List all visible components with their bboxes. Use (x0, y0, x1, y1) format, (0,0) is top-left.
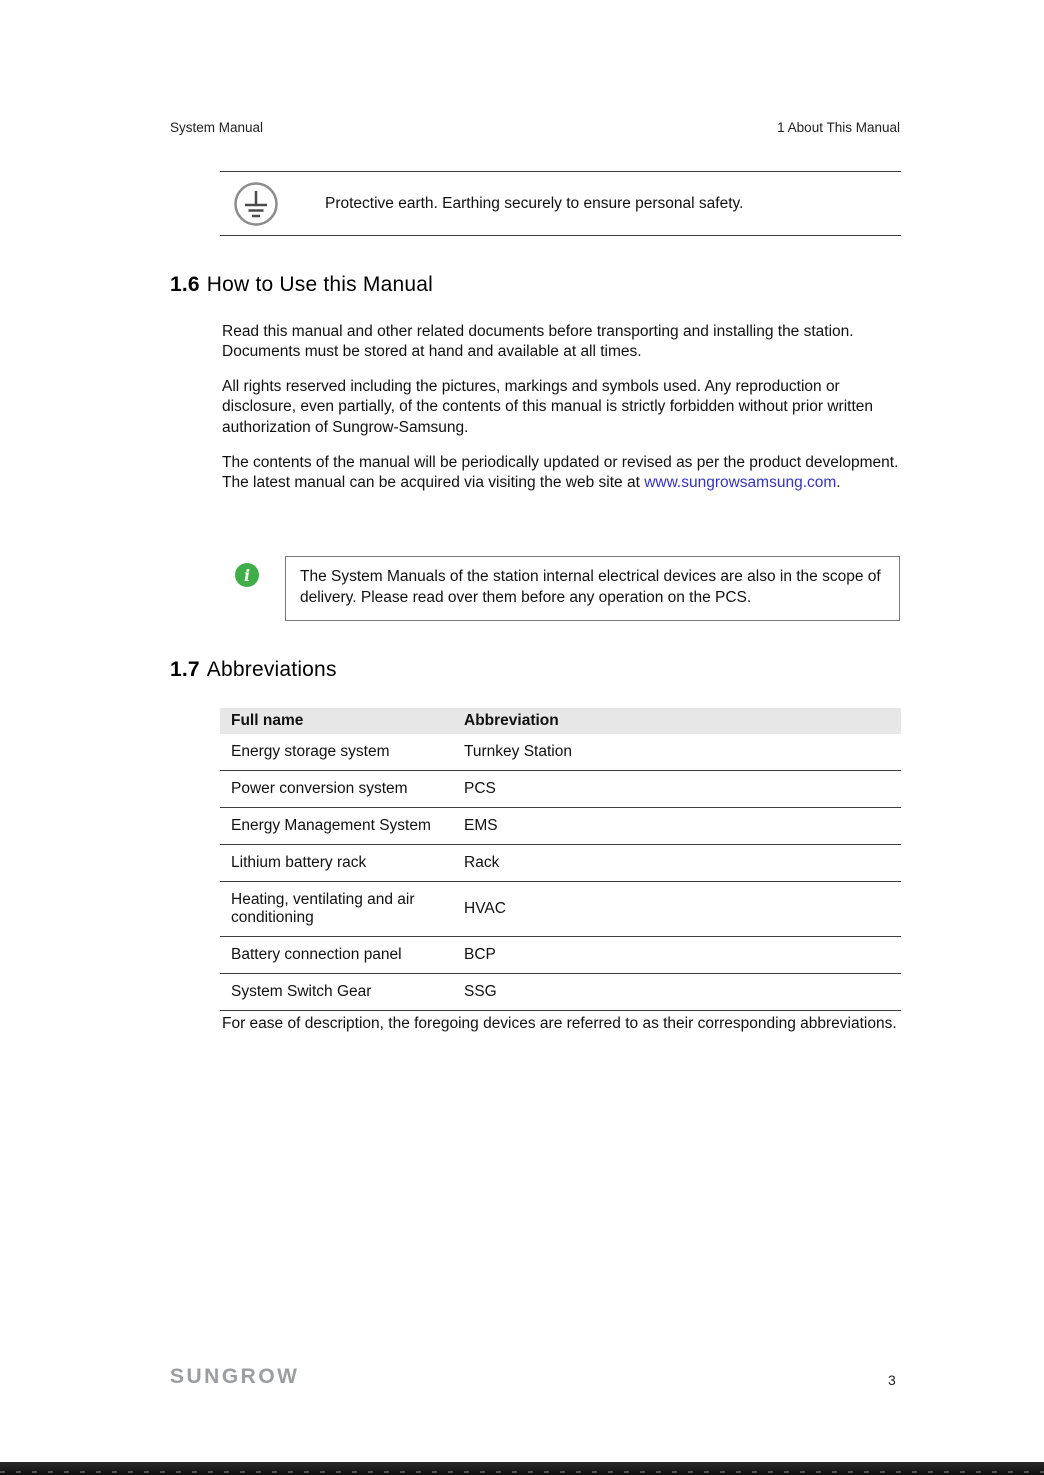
cell-abbreviation: PCS (464, 771, 901, 808)
column-header-full-name: Full name (220, 708, 464, 734)
cell-abbreviation: EMS (464, 808, 901, 845)
cell-full-name: Energy storage system (220, 734, 464, 771)
symbol-description: Protective earth. Earthing securely to ensure personal safety. (325, 194, 744, 212)
closing-paragraph: For ease of description, the foregoing devices are referred to as their corresponding abbreviations. (222, 1015, 897, 1032)
cell-abbreviation: HVAC (464, 882, 901, 937)
section-number: 1.6 (170, 273, 200, 296)
column-header-abbreviation: Abbreviation (464, 708, 901, 734)
table-row (220, 845, 901, 882)
info-note (235, 556, 900, 621)
cell-full-name: Lithium battery rack (220, 845, 464, 882)
paragraph: All rights reserved including the pictures, markings and symbols used. Any reproduction or disclosure, even partially, of the contents of this manual is strictly forbidden without prior written authorization of Sungrow-Samsung. (222, 378, 874, 436)
section-heading-1-6 (170, 273, 433, 297)
cell-full-name: Battery connection panel (220, 937, 464, 974)
sungrow-logo: SUNGROW (170, 1365, 300, 1388)
website-link[interactable]: www.sungrowsamsung.com (644, 473, 837, 491)
cell-abbreviation: Rack (464, 845, 901, 882)
cell-full-name: Energy Management System (220, 808, 464, 845)
section-title: Abbreviations (206, 658, 337, 681)
running-header (170, 120, 900, 135)
abbreviations-table (220, 708, 901, 1011)
protective-earth-icon (233, 181, 279, 227)
cell-full-name: System Switch Gear (220, 974, 464, 1011)
note-box: The System Manuals of the station internal electrical devices are also in the scope of delivery. Please read over them before any operation on the PCS. (285, 556, 900, 621)
page-number: 3 (888, 1372, 896, 1388)
table-row (220, 808, 901, 845)
cell-abbreviation: SSG (464, 974, 901, 1011)
section-number: 1.7 (170, 658, 200, 681)
header-doc-title: System Manual (170, 120, 264, 135)
info-icon: i (235, 563, 259, 587)
table-row (220, 974, 901, 1011)
cell-full-name: Power conversion system (220, 771, 464, 808)
section-1-6-body (222, 322, 902, 508)
table-row (220, 734, 901, 771)
symbol-definition-row (220, 171, 901, 236)
paragraph-text: . (836, 473, 841, 491)
header-chapter-title: 1 About This Manual (777, 120, 900, 135)
table-row (220, 771, 901, 808)
paragraph: Read this manual and other related documents before transporting and installing the station. Documents must be stored at hand and available at all times. (222, 323, 854, 361)
table-row (220, 882, 901, 937)
scan-artifact-bar (0, 1462, 1044, 1475)
section-heading-1-7 (170, 658, 337, 682)
section-title: How to Use this Manual (206, 273, 433, 296)
paragraph-text: The contents of the manual will be periodically updated or revised as per the product development. The latest manual can be acquired via visiting the web site at (222, 453, 899, 491)
cell-abbreviation: BCP (464, 937, 901, 974)
table-row (220, 937, 901, 974)
cell-abbreviation: Turnkey Station (464, 734, 901, 771)
table-header-row (220, 708, 901, 734)
cell-full-name: Heating, ventilating and air conditioning (220, 882, 464, 937)
paragraph (222, 453, 902, 493)
